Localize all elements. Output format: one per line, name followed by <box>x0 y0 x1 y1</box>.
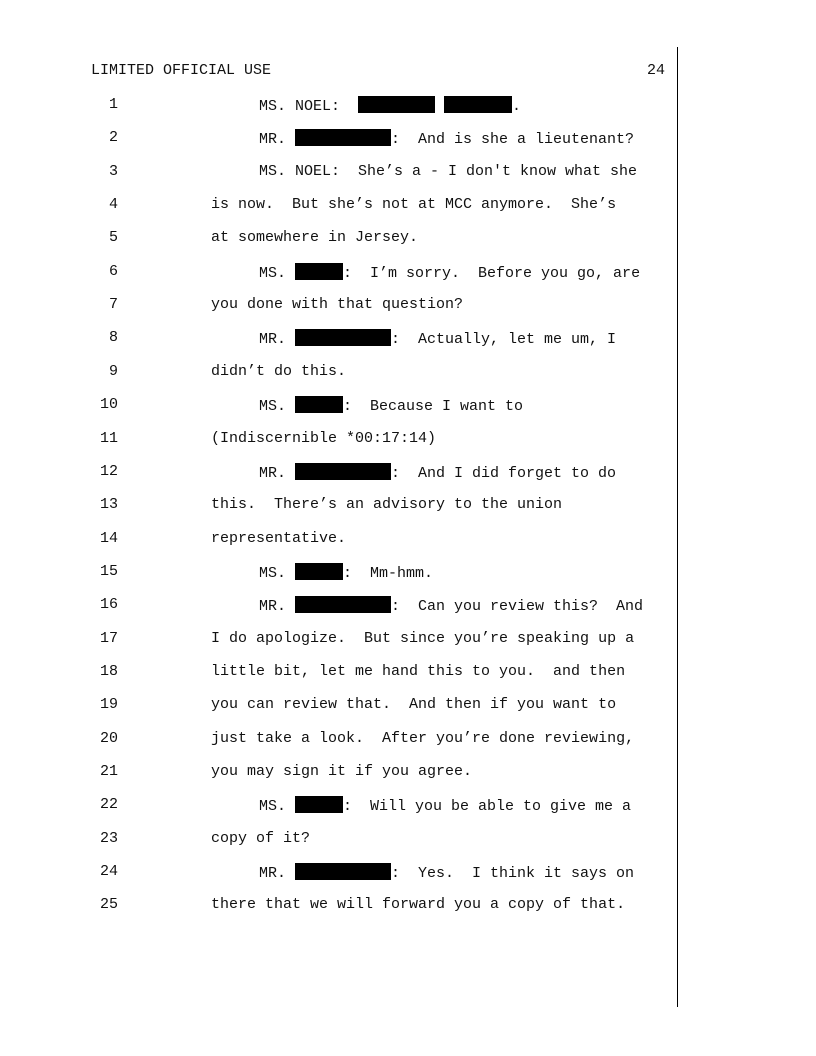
transcript-line <box>0 763 700 783</box>
transcript-line <box>0 129 700 149</box>
line-text <box>259 163 637 180</box>
line-text-segment: : Mm-hmm. <box>343 564 434 582</box>
line-number: 15 <box>99 562 118 580</box>
line-text <box>211 296 463 313</box>
line-number: 6 <box>108 262 118 280</box>
transcript-line <box>0 830 700 850</box>
line-text-segment: MR. <box>259 464 296 482</box>
transcript-line <box>0 430 700 450</box>
line-text <box>211 763 472 780</box>
transcript-line <box>0 163 700 183</box>
line-text-segment: didn’t do this. <box>211 362 347 380</box>
transcript-line <box>0 696 700 716</box>
line-text <box>259 396 523 415</box>
line-text <box>211 730 634 747</box>
line-text-segment: this. There’s an advisory to the union <box>211 496 563 514</box>
line-text-segment <box>435 98 444 115</box>
line-text-segment: : Yes. I think it says on <box>391 865 635 883</box>
line-number: 1 <box>108 96 118 113</box>
transcript-line <box>0 863 700 883</box>
line-text-segment: MS. NOEL: <box>259 98 359 115</box>
transcript-line <box>0 296 700 316</box>
transcript-line <box>0 463 700 483</box>
line-number: 9 <box>108 362 118 380</box>
line-text <box>211 229 418 246</box>
page-number: 24 <box>647 62 666 79</box>
line-text <box>211 363 346 380</box>
transcript-line <box>0 530 700 550</box>
line-text <box>211 696 616 713</box>
line-text <box>259 129 634 148</box>
line-text-segment: : And I did forget to do <box>391 464 617 482</box>
line-text-segment: you done with that question? <box>211 296 464 314</box>
line-text-segment: MS. <box>259 264 296 282</box>
line-text-segment: MR. <box>259 865 296 883</box>
line-number: 13 <box>99 496 118 514</box>
transcript-line <box>0 630 700 650</box>
redaction-block <box>295 463 391 480</box>
line-text-segment: MS. NOEL: She’s a - I don't know what she <box>259 162 638 180</box>
redaction-block <box>358 96 435 113</box>
line-text <box>259 96 521 115</box>
line-number: 2 <box>108 129 118 147</box>
line-text-segment: (Indiscernible *00:17:14) <box>211 429 437 447</box>
line-number: 8 <box>108 329 118 347</box>
transcript-line <box>0 596 700 616</box>
line-text <box>211 530 346 547</box>
redaction-block <box>444 96 512 113</box>
line-text-segment: MR. <box>259 598 296 616</box>
line-text-segment: : Because I want to <box>343 398 524 416</box>
line-text-segment: MR. <box>259 131 296 149</box>
redaction-block <box>295 563 343 580</box>
transcript-line <box>0 196 700 216</box>
line-text-segment: MS. <box>259 398 296 416</box>
line-text-segment: MR. <box>259 331 296 349</box>
transcript-line <box>0 730 700 750</box>
header-classification: LIMITED OFFICIAL USE <box>91 62 272 79</box>
transcript-line <box>0 496 700 516</box>
transcript-line <box>0 796 700 816</box>
redaction-block <box>295 129 391 146</box>
transcript-line <box>0 663 700 683</box>
line-text-segment: representative. <box>211 529 347 547</box>
line-text-segment: : Will you be able to give me a <box>343 798 632 816</box>
line-text-segment: MS. <box>259 564 296 582</box>
transcript-line <box>0 563 700 583</box>
line-number: 23 <box>99 829 118 847</box>
line-number: 20 <box>99 729 118 747</box>
line-text-segment: you can review that. And then if you want to <box>211 696 617 714</box>
redaction-block <box>295 863 391 880</box>
line-number: 16 <box>99 596 118 614</box>
line-number: 18 <box>99 662 118 680</box>
line-number: 17 <box>99 629 118 647</box>
line-number: 12 <box>99 462 118 480</box>
line-number: 10 <box>99 396 118 414</box>
line-text-segment: MS. <box>259 798 296 816</box>
line-number: 21 <box>99 763 118 780</box>
line-number: 14 <box>99 529 118 547</box>
line-text-segment: just take a look. After you’re done reviewing, <box>211 729 635 747</box>
line-text <box>259 463 616 482</box>
redaction-block <box>295 396 343 413</box>
line-text-segment: is now. But she’s not at MCC anymore. She’s <box>211 196 617 214</box>
redaction-block <box>295 329 391 346</box>
line-number: 4 <box>108 196 118 214</box>
line-text-segment: : And is she a lieutenant? <box>391 131 635 149</box>
line-text-segment: : Actually, let me um, I <box>391 331 617 349</box>
line-number: 3 <box>108 162 118 180</box>
line-number: 11 <box>99 429 118 447</box>
line-text-segment: I do apologize. But since you’re speaking up a <box>211 629 635 647</box>
line-text <box>211 830 310 847</box>
line-text <box>211 896 625 913</box>
line-text <box>259 796 631 815</box>
line-text <box>211 630 634 647</box>
line-number: 5 <box>108 229 118 247</box>
transcript-line <box>0 263 700 283</box>
transcript-line <box>0 96 700 116</box>
line-text-segment: you may sign it if you agree. <box>211 763 473 780</box>
line-number: 22 <box>99 796 118 814</box>
line-text <box>259 863 634 882</box>
transcript-line <box>0 896 700 916</box>
line-text-segment: copy of it? <box>211 829 311 847</box>
transcript-line <box>0 363 700 383</box>
line-number: 19 <box>99 696 118 714</box>
line-text <box>259 563 433 582</box>
redaction-block <box>295 263 343 280</box>
redaction-block <box>295 796 343 813</box>
line-number: 24 <box>99 863 118 881</box>
line-text-segment: : I’m sorry. Before you go, are <box>343 264 641 282</box>
line-number: 25 <box>99 896 118 914</box>
line-text <box>211 663 625 680</box>
line-number: 7 <box>108 296 118 314</box>
line-text <box>259 263 640 282</box>
transcript-line <box>0 329 700 349</box>
line-text <box>259 596 643 615</box>
line-text <box>211 496 562 513</box>
line-text-segment: at somewhere in Jersey. <box>211 229 419 247</box>
transcript-line <box>0 229 700 249</box>
transcript-line <box>0 396 700 416</box>
redaction-block <box>295 596 391 613</box>
line-text <box>259 329 616 348</box>
line-text-segment: : Can you review this? And <box>391 598 644 616</box>
line-text <box>211 196 616 213</box>
line-text-segment: little bit, let me hand this to you. and then <box>211 662 626 680</box>
line-text-segment: . <box>512 98 522 115</box>
line-text-segment: there that we will forward you a copy of that. <box>211 896 626 914</box>
line-text <box>211 430 436 447</box>
